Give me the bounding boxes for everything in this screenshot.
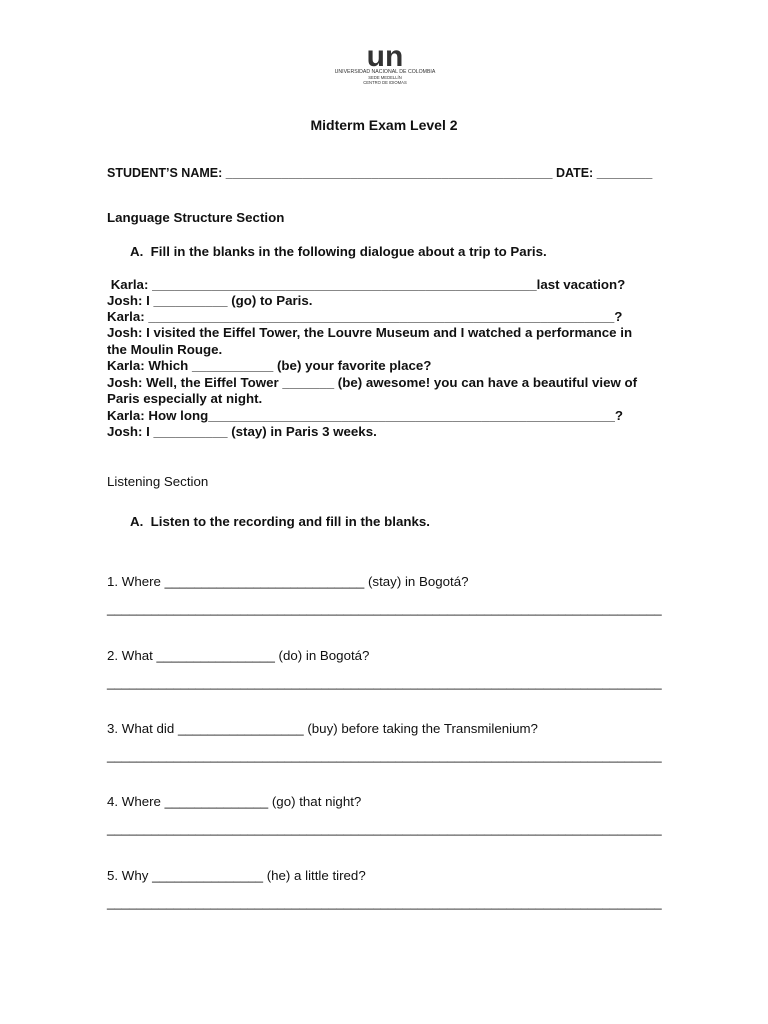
- listening-heading: Listening Section: [107, 474, 209, 489]
- dialogue-line: the Moulin Rouge.: [107, 342, 223, 357]
- university-logo: [310, 44, 460, 90]
- logo-mark-text: un: [366, 44, 404, 73]
- listening-question: 3. What did _________________ (buy) before taking the Transmilenium?: [107, 721, 538, 736]
- logo-line-2: SEDE MEDELLÍN: [368, 75, 402, 80]
- page-title: Midterm Exam Level 2: [310, 117, 458, 133]
- logo-line-3: CENTRO DE IDIOMAS: [363, 80, 407, 85]
- listening-question: 5. Why _______________ (he) a little tired?: [107, 868, 366, 883]
- listening-question: 4. Where ______________ (go) that night?: [107, 794, 362, 809]
- answer-line: ___________________________________________________________________________: [107, 748, 662, 763]
- answer-line: ___________________________________________________________________________: [107, 601, 662, 616]
- listening-question: 2. What ________________ (do) in Bogotá?: [107, 648, 370, 663]
- dialogue-line: Karla: _______________________________________________________________?: [107, 309, 623, 324]
- answer-line: ___________________________________________________________________________: [107, 821, 662, 836]
- dialogue-line: Karla: How long_______________________________________________________?: [107, 408, 624, 423]
- dialogue-line: Paris especially at night.: [107, 391, 263, 406]
- dialogue-line: Josh: I visited the Eiffel Tower, the Louvre Museum and I watched a performance in: [107, 325, 633, 340]
- un-logo-mark: [310, 44, 460, 90]
- dialogue-line: Josh: I __________ (go) to Paris.: [107, 293, 313, 308]
- dialogue-line: Karla: Which ___________ (be) your favorite place?: [107, 358, 432, 373]
- listening-question: 1. Where ___________________________ (stay) in Bogotá?: [107, 574, 469, 589]
- dialogue-line: Josh: I __________ (stay) in Paris 3 weeks.: [107, 424, 377, 439]
- dialogue-line: Josh: Well, the Eiffel Tower _______ (be) awesome! you can have a beautiful view of: [107, 375, 638, 390]
- student-name-date-line: STUDENT’S NAME: _______________________________________________ DATE: ________: [107, 166, 653, 180]
- dialogue-instruction: A. Fill in the blanks in the following dialogue about a trip to Paris.: [130, 244, 547, 259]
- answer-line: ___________________________________________________________________________: [107, 895, 662, 910]
- listening-instruction: A. Listen to the recording and fill in the blanks.: [130, 514, 430, 529]
- dialogue-line: Karla: ____________________________________________________last vacation?: [107, 277, 626, 292]
- language-structure-heading: Language Structure Section: [107, 210, 285, 225]
- answer-line: ___________________________________________________________________________: [107, 675, 662, 690]
- logo-line-1: UNIVERSIDAD NACIONAL DE COLOMBIA: [334, 69, 436, 75]
